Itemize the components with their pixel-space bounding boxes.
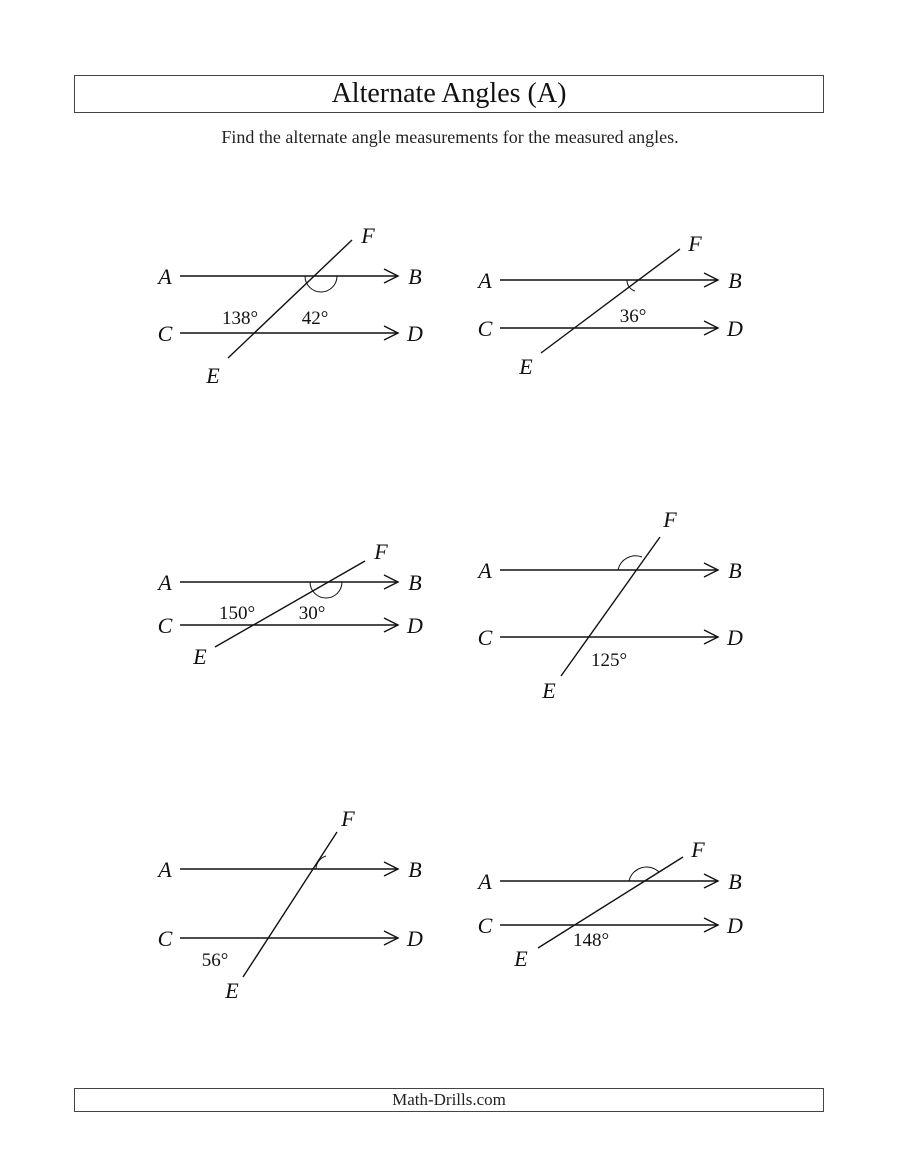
point-label-f: F [663,507,677,532]
angle-measure: 30° [298,603,326,624]
footer-site: Math-Drills.com [392,1090,506,1109]
point-label-c: C [157,926,173,951]
point-label-b: B [728,558,742,583]
point-label-a: A [478,268,492,293]
problem-3 [156,539,423,669]
point-label-c: C [477,625,493,650]
point-label-a: A [478,558,492,583]
point-label-b: B [728,869,742,894]
point-label-e: E [225,978,239,1003]
point-label-a: A [158,570,172,595]
point-label-b: B [408,264,422,289]
angle-measure: 125° [590,650,628,671]
angle-measure: 138° [221,308,259,329]
point-label-f: F [341,806,355,831]
point-label-d: D [407,926,423,951]
instructions: Find the alternate angle measurements for the measured angles. [221,127,679,147]
point-label-e: E [542,678,556,703]
point-label-a: A [158,857,172,882]
point-label-d: D [727,625,743,650]
point-label-c: C [157,613,173,638]
problem-6 [476,837,743,971]
transversal-ef [538,857,683,948]
transversal-ef [541,249,680,353]
point-label-d: D [727,316,743,341]
point-label-c: C [477,913,493,938]
angle-arc [629,867,659,881]
problem-1 [156,223,423,388]
point-label-e: E [206,363,220,388]
footer-box [74,1088,824,1112]
angle-measure: 148° [572,930,610,951]
point-label-f: F [691,837,705,862]
angle-measure: 56° [201,950,229,971]
point-label-f: F [688,231,702,256]
point-label-e: E [193,644,207,669]
angle-measure: 36° [619,306,647,327]
point-label-d: D [407,321,423,346]
point-label-b: B [408,570,422,595]
point-label-a: A [478,869,492,894]
point-label-f: F [361,223,375,248]
angle-measure: 42° [301,308,329,329]
point-label-b: B [408,857,422,882]
point-label-f: F [374,539,388,564]
point-label-c: C [157,321,173,346]
angle-arc [305,276,337,292]
point-label-c: C [477,316,493,341]
transversal-ef [243,832,337,977]
problem-5 [156,806,423,1003]
worksheet-title: Alternate Angles (A) [331,78,567,109]
point-label-b: B [728,268,742,293]
point-label-a: A [158,264,172,289]
problem-4 [476,507,743,703]
point-label-e: E [519,354,533,379]
transversal-ef [228,240,352,358]
point-label-d: D [727,913,743,938]
problem-2 [476,231,743,379]
angle-measure: 150° [218,603,256,624]
point-label-d: D [407,613,423,638]
point-label-e: E [514,946,528,971]
